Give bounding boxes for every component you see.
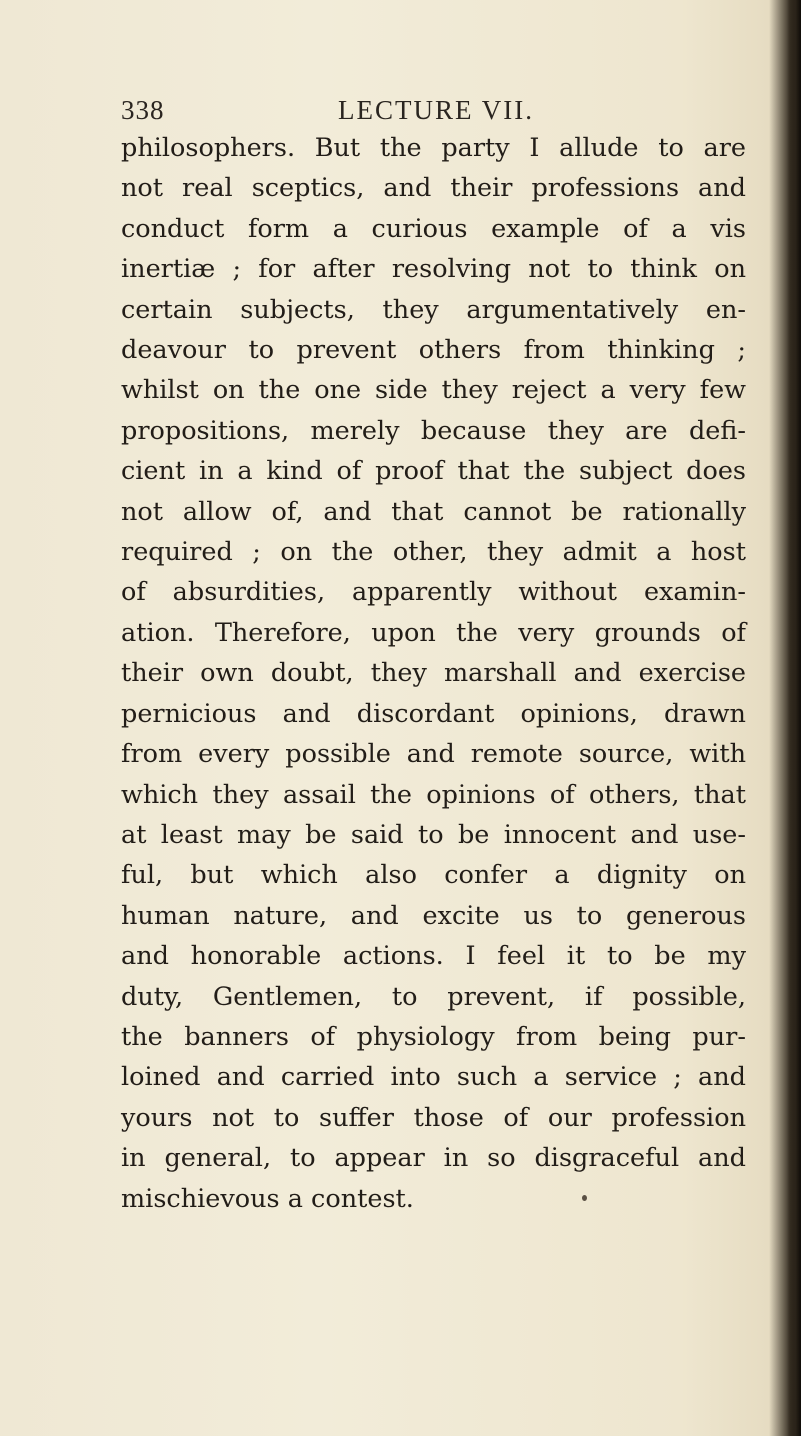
text-line: their own doubt, they marshall and exercise [121,658,746,689]
text-line: ation. Therefore, upon the very grounds of [121,617,746,648]
ink-speck [582,1195,587,1201]
text-line: duty, Gentlemen, to prevent, if possible, [121,981,746,1012]
text-line: of absurdities, apparently without examin- [121,577,746,608]
text-line: which they assail the opinions of others, that [121,779,746,810]
text-line: cient in a kind of proof that the subject does [121,456,746,487]
text-line: deavour to prevent others from thinking ; [121,335,746,366]
text-line: in general, to appear in so disgraceful and [121,1143,746,1174]
text-line: and honorable actions. I feel it to be my [121,941,746,972]
text-line: mischievous a contest. [121,1183,414,1214]
text-line: inertiæ ; for after resolving not to think on [121,254,746,285]
text-line: not real sceptics, and their professions and [121,173,746,204]
text-line: ful, but which also confer a dignity on [121,860,746,891]
body-text [121,128,746,1219]
text-line: whilst on the one side they reject a very few [121,375,746,406]
text-line: conduct form a curious example of a vis [121,213,746,244]
running-head: LECTURE VII. [338,95,534,125]
text-line: at least may be said to be innocent and use- [121,819,746,850]
text-line: certain subjects, they argumentatively en- [121,294,746,325]
text-line: yours not to suffer those of our profession [121,1102,746,1133]
page-number: 338 [121,95,165,125]
text-line: philosophers. But the party I allude to are [121,133,746,163]
text-line: not allow of, and that cannot be rationally [121,496,746,527]
text-line: the banners of physiology from being pur- [121,1021,746,1052]
text-line: human nature, and excite us to generous [121,900,746,931]
text-line: required ; on the other, they admit a host [121,537,746,568]
text-line: propositions, merely because they are defi- [121,415,746,446]
text-line: loined and carried into such a service ; and [121,1062,746,1093]
text-line: pernicious and discordant opinions, drawn [121,698,746,729]
text-line: from every possible and remote source, with [121,739,746,770]
page-edge-shadow [787,0,801,1436]
